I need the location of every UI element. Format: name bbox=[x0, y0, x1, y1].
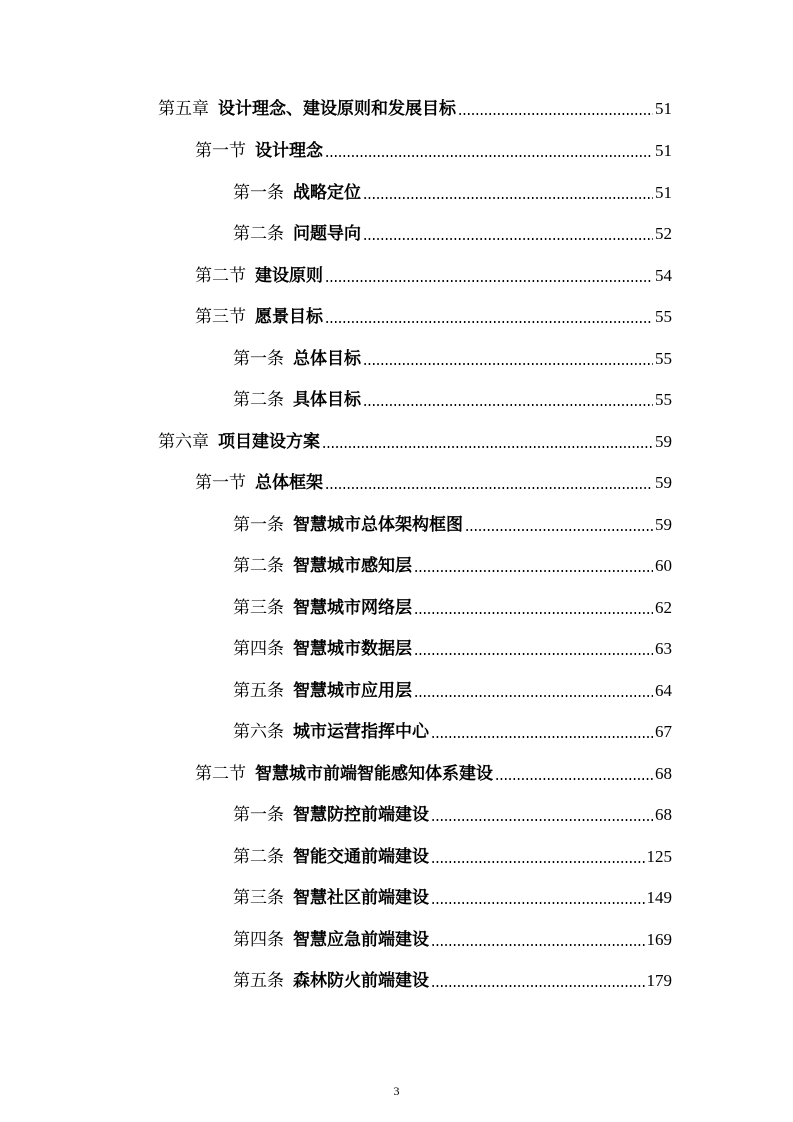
toc-entry-title: 智慧城市数据层 bbox=[293, 639, 412, 659]
toc-entry-page: 68 bbox=[655, 805, 672, 824]
toc-entry[interactable] bbox=[233, 346, 672, 372]
toc-entry-label: 第五条 bbox=[233, 971, 284, 991]
toc-entry[interactable] bbox=[233, 553, 672, 579]
toc-entry-title: 设计理念 bbox=[255, 141, 323, 161]
toc-entry-label: 第二条 bbox=[233, 847, 284, 867]
toc-entry[interactable] bbox=[233, 180, 672, 206]
toc-entry[interactable] bbox=[233, 802, 672, 828]
toc-dot-leader bbox=[363, 197, 653, 199]
toc-entry-page: 62 bbox=[655, 598, 672, 617]
toc-dot-leader bbox=[431, 819, 653, 821]
toc-dot-leader bbox=[325, 155, 653, 157]
toc-entry-page: 68 bbox=[655, 764, 672, 783]
toc-entry-title: 智慧城市前端智能感知体系建设 bbox=[255, 764, 493, 784]
toc-entry-page: 51 bbox=[655, 99, 672, 118]
toc-entry-label: 第二条 bbox=[233, 556, 284, 576]
toc-entry-label: 第二条 bbox=[233, 390, 284, 410]
toc-entry-label: 第一条 bbox=[233, 183, 284, 203]
toc-entry-label: 第二节 bbox=[195, 764, 246, 784]
toc-entry-title: 建设原则 bbox=[255, 266, 323, 286]
toc-entry-page: 149 bbox=[646, 888, 672, 907]
toc-entry-title: 具体目标 bbox=[293, 390, 361, 410]
toc-entry-label: 第二节 bbox=[195, 266, 246, 286]
toc-entry-page: 60 bbox=[655, 556, 672, 575]
toc-entry[interactable] bbox=[233, 387, 672, 413]
toc-entry-title: 设计理念、建设原则和发展目标 bbox=[218, 99, 456, 119]
toc-entry-page: 64 bbox=[655, 681, 672, 700]
toc-entry-title: 智慧城市网络层 bbox=[293, 598, 412, 618]
toc-entry[interactable] bbox=[233, 927, 672, 953]
toc-entry-page: 63 bbox=[655, 639, 672, 658]
toc-entry[interactable] bbox=[233, 844, 672, 870]
toc-entry-title: 项目建设方案 bbox=[218, 432, 320, 452]
toc-dot-leader bbox=[431, 944, 645, 946]
toc-dot-leader bbox=[414, 570, 653, 572]
toc-entry-page: 125 bbox=[646, 847, 672, 866]
toc-entry-title: 智慧城市感知层 bbox=[293, 556, 412, 576]
toc-dot-leader bbox=[414, 695, 653, 697]
toc-entry[interactable] bbox=[195, 138, 672, 164]
toc-entry-label: 第六条 bbox=[233, 722, 284, 742]
toc-entry[interactable] bbox=[195, 263, 672, 289]
toc-entry-title: 问题导向 bbox=[293, 224, 361, 244]
toc-dot-leader bbox=[431, 902, 645, 904]
toc-entry-title: 智慧城市总体架构框图 bbox=[293, 515, 463, 535]
toc-entry[interactable] bbox=[233, 968, 672, 994]
toc-entry[interactable] bbox=[195, 304, 672, 330]
toc-entry-title: 愿景目标 bbox=[255, 307, 323, 327]
toc-dot-leader bbox=[431, 736, 653, 738]
toc-entry-title: 战略定位 bbox=[293, 183, 361, 203]
toc-entry[interactable] bbox=[233, 678, 672, 704]
toc-entry-title: 城市运营指挥中心 bbox=[293, 722, 429, 742]
toc-entry-title: 总体框架 bbox=[255, 473, 323, 493]
toc-dot-leader bbox=[363, 363, 653, 365]
toc-entry-title: 智能交通前端建设 bbox=[293, 847, 429, 867]
toc-entry[interactable] bbox=[233, 719, 672, 745]
toc-entry-title: 智慧防控前端建设 bbox=[293, 805, 429, 825]
toc-dot-leader bbox=[325, 487, 653, 489]
toc-entry-page: 179 bbox=[646, 971, 672, 990]
toc-entry-title: 森林防火前端建设 bbox=[293, 971, 429, 991]
toc-entry-label: 第二条 bbox=[233, 224, 284, 244]
toc-entry-page: 59 bbox=[655, 432, 672, 451]
toc-entry-label: 第六章 bbox=[158, 432, 209, 452]
toc-entry-page: 169 bbox=[646, 930, 672, 949]
toc-entry-page: 51 bbox=[655, 141, 672, 160]
page-number: 3 bbox=[393, 1084, 400, 1098]
toc-entry-title: 智慧城市应用层 bbox=[293, 681, 412, 701]
toc-entry-label: 第一节 bbox=[195, 141, 246, 161]
toc-entry-label: 第三节 bbox=[195, 307, 246, 327]
toc-entry[interactable] bbox=[233, 636, 672, 662]
toc-entry-page: 52 bbox=[655, 224, 672, 243]
toc-entry[interactable] bbox=[158, 429, 672, 455]
toc-entry-label: 第一条 bbox=[233, 805, 284, 825]
toc-dot-leader bbox=[363, 238, 653, 240]
toc-entry-label: 第一条 bbox=[233, 349, 284, 369]
toc-dot-leader bbox=[465, 529, 653, 531]
toc-dot-leader bbox=[458, 113, 653, 115]
toc-entry[interactable] bbox=[233, 595, 672, 621]
toc-entry-label: 第四条 bbox=[233, 930, 284, 950]
toc-dot-leader bbox=[495, 778, 653, 780]
toc-entry-label: 第一条 bbox=[233, 515, 284, 535]
toc-dot-leader bbox=[363, 404, 653, 406]
toc-entry-page: 67 bbox=[655, 722, 672, 741]
toc-dot-leader bbox=[325, 280, 653, 282]
toc-entry-page: 54 bbox=[655, 266, 672, 285]
toc-dot-leader bbox=[414, 653, 653, 655]
toc-entry-title: 智慧社区前端建设 bbox=[293, 888, 429, 908]
toc-entry-label: 第五章 bbox=[158, 99, 209, 119]
toc-entry-page: 55 bbox=[655, 349, 672, 368]
toc-entry-label: 第一节 bbox=[195, 473, 246, 493]
toc-dot-leader bbox=[431, 861, 645, 863]
toc-entry-label: 第三条 bbox=[233, 598, 284, 618]
toc-dot-leader bbox=[414, 612, 653, 614]
toc-entry-label: 第五条 bbox=[233, 681, 284, 701]
toc-entry[interactable] bbox=[233, 512, 672, 538]
toc-entry[interactable] bbox=[233, 221, 672, 247]
toc-entry[interactable] bbox=[195, 761, 672, 787]
toc-entry[interactable] bbox=[195, 470, 672, 496]
toc-entry[interactable] bbox=[158, 96, 672, 122]
toc-dot-leader bbox=[325, 321, 653, 323]
toc-entry-page: 59 bbox=[655, 515, 672, 534]
toc-entry-label: 第三条 bbox=[233, 888, 284, 908]
toc-entry-title: 智慧应急前端建设 bbox=[293, 930, 429, 950]
toc-entry-title: 总体目标 bbox=[293, 349, 361, 369]
toc-entry-page: 59 bbox=[655, 473, 672, 492]
toc-entry-label: 第四条 bbox=[233, 639, 284, 659]
toc-dot-leader bbox=[431, 985, 645, 987]
toc-entry-page: 51 bbox=[655, 183, 672, 202]
toc-entry-page: 55 bbox=[655, 307, 672, 326]
toc-entry[interactable] bbox=[233, 885, 672, 911]
toc-dot-leader bbox=[322, 446, 653, 448]
toc-entry-page: 55 bbox=[655, 390, 672, 409]
